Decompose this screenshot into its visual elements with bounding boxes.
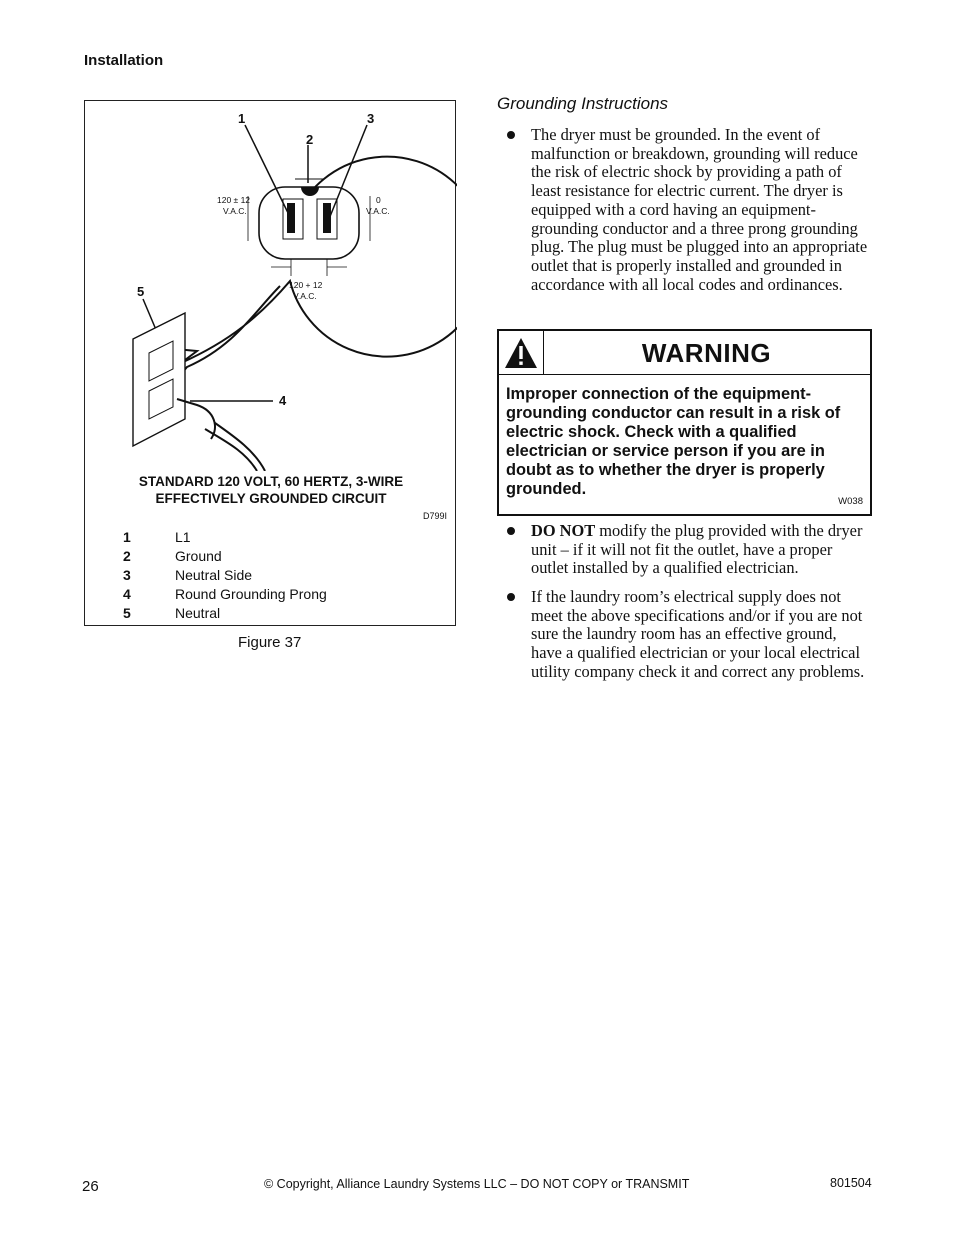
- voltage-bottom-unit: V.A.C.: [293, 291, 317, 301]
- figure-caption-line1: STANDARD 120 VOLT, 60 HERTZ, 3-WIRE: [138, 474, 404, 489]
- legend-item: [123, 528, 327, 547]
- copyright-notice: © Copyright, Alliance Laundry Systems LLC – DO NOT COPY or TRANSMIT: [264, 1177, 690, 1191]
- bullet-item: [507, 126, 869, 294]
- section-header: Installation: [84, 52, 164, 69]
- legend-item: [123, 547, 327, 566]
- warning-header: [499, 331, 870, 375]
- page-number: 26: [82, 1178, 99, 1195]
- warning-body: Improper connection of the equipment-grounding conductor can result in a risk of electric shock. Check with a qualified electrician or service person if you are in doubt as to whether the dryer is properly grounded.: [506, 385, 841, 498]
- callout-1: 1: [238, 111, 246, 126]
- grounding-heading: Grounding Instructions: [497, 94, 669, 113]
- legend-item: [123, 604, 327, 623]
- voltage-bottom-value: 120 + 12: [289, 280, 323, 290]
- bullet-icon: [507, 131, 515, 139]
- legend-num: 2: [123, 548, 131, 564]
- callout-2: 2: [306, 132, 314, 147]
- legend-num: 1: [123, 529, 131, 545]
- legend-num: 5: [123, 605, 131, 621]
- document-number: 801504: [830, 1176, 872, 1190]
- bullet-icon: [507, 527, 515, 535]
- voltage-left-unit: V.A.C.: [223, 206, 247, 216]
- bullet-bold-text: DO NOT: [531, 521, 596, 540]
- legend-label: Neutral: [175, 605, 221, 621]
- figure-caption-line2: EFFECTIVELY GROUNDED CIRCUIT: [155, 491, 387, 506]
- bullet-text: [531, 522, 869, 578]
- warning-triangle-icon: [499, 331, 544, 374]
- legend-item: [123, 585, 327, 604]
- bullet-text: If the laundry room’s electrical supply does not meet the above specifications and/or if you are not sure the laundry room has an effective ground, have a qualified electrician or your local electrical utility company check it and correct any problems.: [531, 587, 865, 681]
- bullet-item: [507, 522, 869, 578]
- figure-code: D799I: [422, 511, 447, 521]
- legend-num: 3: [123, 567, 131, 583]
- voltage-right-value: 0: [376, 195, 381, 205]
- callout-4: 4: [279, 393, 287, 408]
- figure-label: Figure 37: [238, 634, 302, 651]
- bullet-text: The dryer must be grounded. In the event of malfunction or breakdown, grounding will reduce the risk of electric shock by providing a path of least resistance for electric current. The dryer is equipped with a cord having an equipment-grounding conductor and a three prong grounding plug. The plug must be plugged into an appropriate outlet that is properly installed and grounded in accordance with all local codes and ordinances.: [531, 125, 868, 294]
- warning-box: [497, 329, 872, 516]
- warning-title: WARNING: [641, 338, 772, 368]
- figure-legend: [123, 528, 327, 623]
- voltage-right-unit: V.A.C.: [366, 206, 390, 216]
- warning-code: W038: [838, 496, 863, 507]
- figure-box: [84, 100, 456, 626]
- legend-label: Round Grounding Prong: [175, 586, 327, 602]
- legend-label: L1: [175, 529, 191, 545]
- legend-label: Ground: [175, 548, 222, 564]
- callout-5: 5: [137, 284, 145, 299]
- bullet-item: [507, 588, 869, 682]
- bullet-icon: [507, 593, 515, 601]
- figure-caption: [85, 473, 457, 507]
- outlet-diagram: [85, 101, 457, 471]
- legend-item: [123, 566, 327, 585]
- callout-3: 3: [367, 111, 375, 126]
- legend-num: 4: [123, 586, 131, 602]
- bullet-rest-text: modify the plug provided with the dryer unit – if it will not fit the outlet, have a proper outlet installed by a qualified electrician.: [531, 521, 863, 578]
- voltage-left-value: 120 ± 12: [217, 195, 251, 205]
- legend-label: Neutral Side: [175, 567, 253, 583]
